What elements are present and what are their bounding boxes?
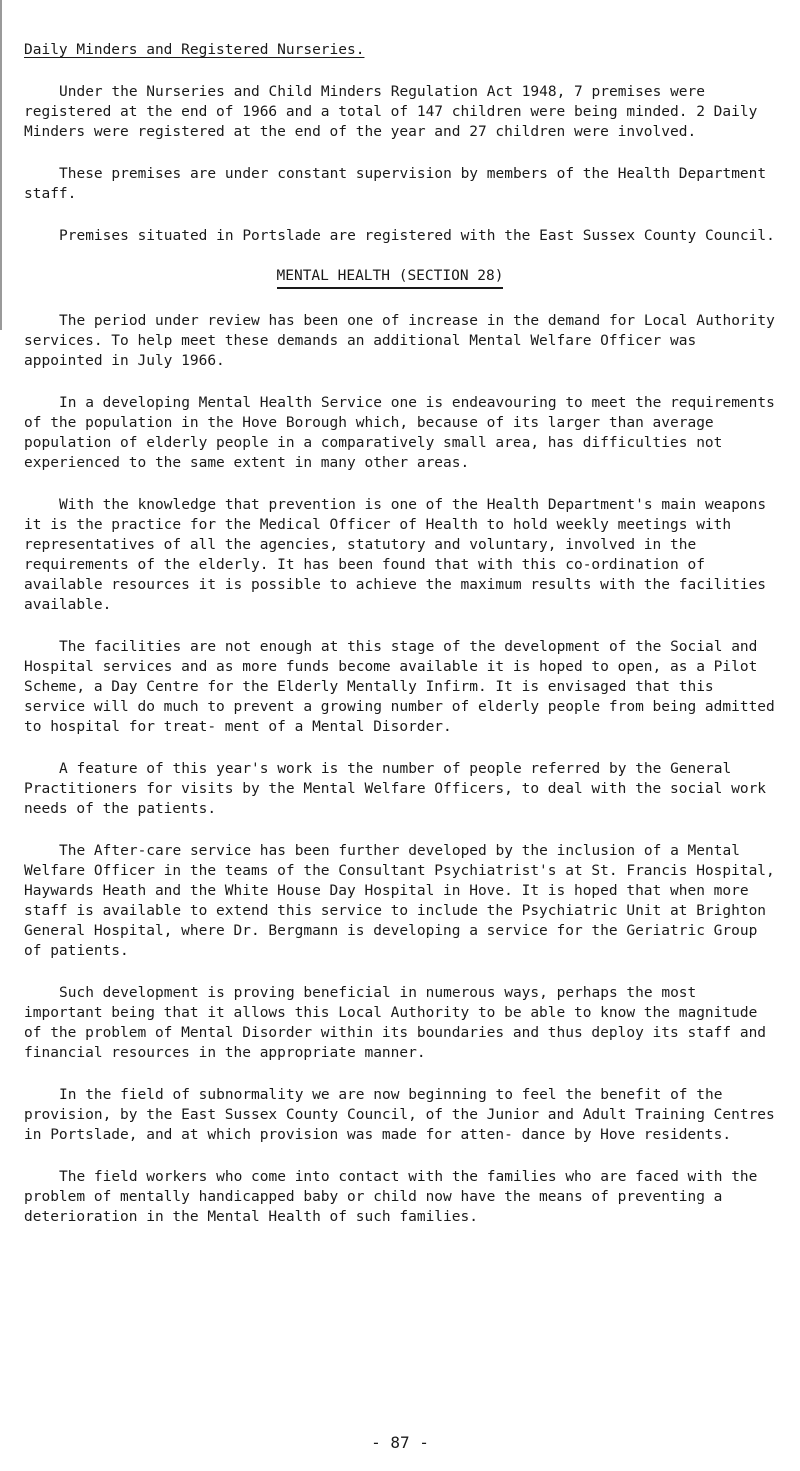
paragraph: In a developing Mental Health Service one is endeavouring to meet the requirements of the population in the Hove Borough which, because of its larger than average population of elderly people in a comparatively small area, has difficulties not experienced to the same extent in many other areas. (24, 395, 775, 471)
section-title (24, 266, 776, 289)
paragraph: The facilities are not enough at this stage of the development of the Social and Hospital services and as more funds become available it is hoped to open, as a Pilot Scheme, a Day Centre for the Elderly Mentally Infirm. It is envisaged that this service will do much to prevent a growing number of elderly people from being admitted to hospital for treat- ment of a Mental Disorder. (24, 639, 775, 735)
paragraph: With the knowledge that prevention is one of the Health Department's main weapons it is the practice for the Medical Officer of Health to hold weekly meetings with representatives of all the agencies, statutory and voluntary, involved in the requirements of the elderly. It has been found that with this co-ordination of available resources it is possible to achieve the maximum results with the facilities available. (24, 497, 767, 613)
document-page (24, 40, 776, 1452)
page-heading: Daily Minders and Registered Nurseries. (24, 42, 365, 58)
paragraph: Premises situated in Portslade are registered with the East Sussex County Council. (59, 228, 775, 244)
section-title-text: MENTAL HEALTH (SECTION 28) (277, 266, 504, 289)
paragraph: The period under review has been one of increase in the demand for Local Authority services. To help meet these demands an additional Mental Welfare Officer was appointed in July 1966. (24, 313, 775, 369)
paragraph: In the field of subnormality we are now beginning to feel the benefit of the provision, by the East Sussex County Council, of the Junior and Adult Training Centres in Portslade, and at which provision was made for atten- dance by Hove residents. (24, 1087, 775, 1143)
paragraph: The field workers who come into contact with the families who are faced with the problem of mentally handicapped baby or child now have the means of preventing a deterioration in the Mental Health of such families. (24, 1169, 758, 1225)
scan-edge-line (0, 0, 2, 330)
paragraph: The After-care service has been further developed by the inclusion of a Mental Welfare Officer in the teams of the Consultant Psychiatrist's at St. Francis Hospital, Haywards Heath and the White House Day Hospital in Hove. It is hoped that when more staff is available to extend this service to include the Psychiatric Unit at Brighton General Hospital, where Dr. Bergmann is developing a service for the Geriatric Group of patients. (24, 843, 775, 959)
page-number: - 87 - (371, 1433, 429, 1452)
paragraph: A feature of this year's work is the number of people referred by the General Practitioners for visits by the Mental Welfare Officers, to deal with the social work needs of the patients. (24, 761, 767, 817)
paragraph: Under the Nurseries and Child Minders Regulation Act 1948, 7 premises were registered at the end of 1966 and a total of 147 children were being minded. 2 Daily Minders were registered at the end of the year and 27 children were involved. (24, 84, 758, 140)
paragraph: Such development is proving beneficial in numerous ways, perhaps the most important being that it allows this Local Authority to be able to know the magnitude of the problem of Mental Disorder within its boundaries and thus deploy its staff and financial resources in the appropriate manner. (24, 985, 767, 1061)
paragraph: These premises are under constant supervision by members of the Health Department staff. (24, 166, 767, 202)
